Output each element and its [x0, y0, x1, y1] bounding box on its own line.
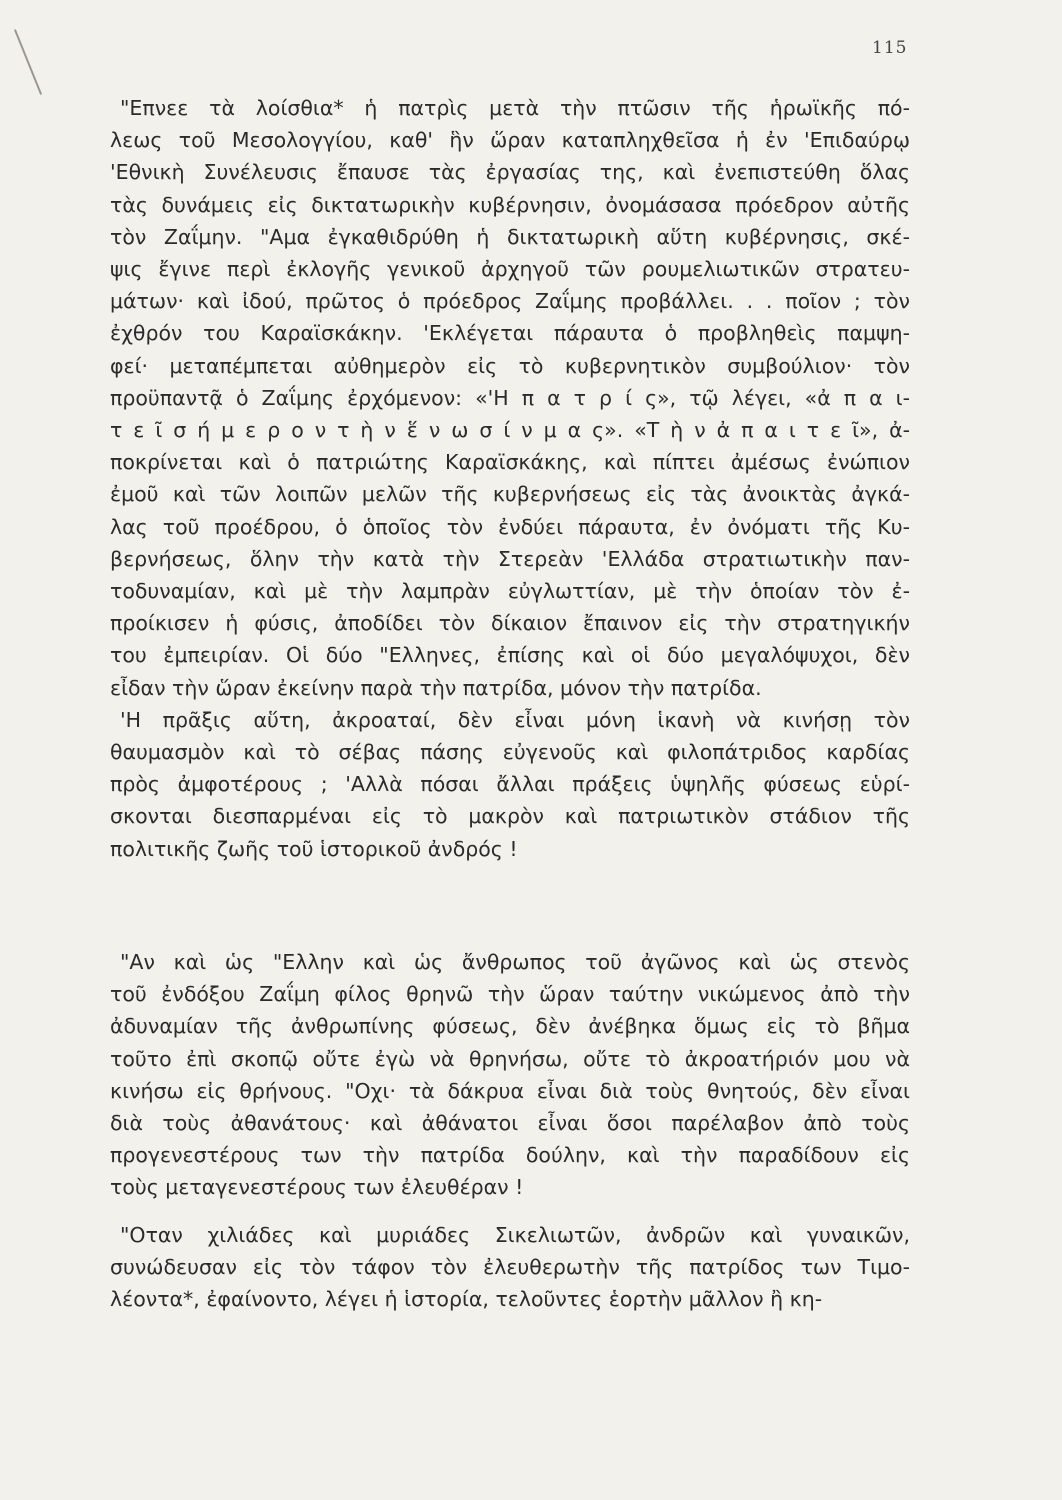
text-line: προϋπαντᾷ ὁ Ζαΐμης ἐρχόμενον: «'Η π α τ ρ ί ς», τῷ λέγει, «ἀ π α ι-	[110, 385, 910, 410]
text-line: τοῦ ἐνδόξου Ζαΐμη φίλος θρηνῶ τὴν ὥραν ταύτην νικώμενος ἀπὸ τὴν	[110, 982, 910, 1007]
text-line: μάτων· καὶ ἰδού, πρῶτος ὁ πρόεδρος Ζαΐμης προβάλλει. . . ποῖον ; τὸν	[110, 289, 910, 314]
page-number: 115	[872, 38, 908, 58]
text-line: ποκρίνεται καὶ ὁ πατριώτης Καραϊσκάκης, καὶ πίπτει ἀμέσως ἐνώπιον	[110, 450, 910, 475]
text-line: τὸν Ζαΐμην. "Αμα ἐγκαθιδρύθη ἡ δικτατωρικὴ αὕτη κυβέρνησις, σκέ-	[110, 224, 910, 249]
text-line: εἶδαν τὴν ὥραν ἐκείνην παρὰ τὴν πατρίδα, μόνον τὴν πατρίδα.	[110, 675, 762, 700]
text-line: λας τοῦ προέδρου, ὁ ὁποῖος τὸν ἐνδύει πάραυτα, ἐν ὀνόματι τῆς Κυ-	[110, 514, 910, 539]
paragraph-2	[110, 946, 910, 1204]
text-line: τοὺς μεταγενεστέρους των ἐλευθέραν !	[110, 1175, 524, 1200]
text-line: βερνήσεως, ὅλην τὴν κατὰ τὴν Στερεὰν 'Ελλάδα στρατιωτικὴν παν-	[110, 546, 910, 571]
text-line: 'Εθνικὴ Συνέλευσις ἔπαυσε τὰς ἐργασίας της, καὶ ἐνεπιστεύθη ὅλας	[110, 160, 910, 185]
text-line: προίκισεν ἡ φύσις, ἀποδίδει τὸν δίκαιον ἔπαινον εἰς τὴν στρατηγικήν	[110, 611, 910, 636]
text-line: λέοντα*, ἐφαίνοντο, λέγει ἡ ἱστορία, τελοῦντες ἑορτὴν μᾶλλον ἢ κη-	[110, 1287, 823, 1312]
text-line: θαυμασμὸν καὶ τὸ σέβας πάσης εὐγενοῦς καὶ φιλοπάτριδος καρδίας	[110, 740, 910, 765]
text-line: τοῦτο ἐπὶ σκοπῷ οὔτε ἐγὼ νὰ θρηνήσω, οὔτε τὸ ἀκροατήριόν μου νὰ	[110, 1046, 910, 1071]
text-line: σκονται διεσπαρμέναι εἰς τὸ μακρὸν καὶ πατριωτικὸν στάδιον τῆς	[110, 804, 910, 829]
text-line: κινήσω εἰς θρήνους. "Οχι· τὰ δάκρυα εἶναι διὰ τοὺς θνητούς, δὲν εἶναι	[110, 1078, 910, 1103]
text-line: τοδυναμίαν, καὶ μὲ τὴν λαμπρὰν εὐγλωττίαν, μὲ τὴν ὁποίαν τὸν ἐ-	[110, 579, 910, 604]
text-line: προγενεστέρους των τὴν πατρίδα δούλην, καὶ τὴν παραδίδουν εἰς	[110, 1143, 910, 1168]
text-line: ψις ἔγινε περὶ ἐκλογῆς γενικοῦ ἀρχηγοῦ τῶν ρουμελιωτικῶν στρατευ-	[110, 257, 910, 282]
text-line: "Οταν χιλιάδες καὶ μυριάδες Σικελιωτῶν, ἀνδρῶν καὶ γυναικῶν,	[120, 1223, 910, 1247]
text-line: συνώδευσαν εἰς τὸν τάφον τὸν ἐλευθερωτὴν τῆς πατρίδος των Τιμο-	[110, 1255, 910, 1280]
text-line: πολιτικῆς ζωῆς τοῦ ἱστορικοῦ ἀνδρός !	[110, 836, 518, 861]
text-line: ἐχθρόν του Καραϊσκάκην. 'Εκλέγεται πάραυτα ὁ προβληθεὶς παμψη-	[110, 321, 910, 346]
text-line: "Αν καὶ ὡς "Ελλην καὶ ὡς ἄνθρωπος τοῦ ἀγῶνος καὶ ὡς στενὸς	[120, 950, 910, 974]
text-line: "Επνεε τὰ λοίσθια* ἡ πατρὶς μετὰ τὴν πτῶσιν τῆς ἡρωϊκῆς πό-	[120, 96, 910, 120]
text-line: 'Η πρᾶξις αὕτη, ἀκροαταί, δὲν εἶναι μόνη ἱκανὴ νὰ κινήσῃ τὸν	[120, 707, 910, 732]
text-line: τ ε ῖ σ ή μ ε ρ ο ν τ ὴ ν ἕ ν ω σ ί ν μ α ς». «Τ ὴ ν ἀ π α ι τ ε ῖ», ἀ-	[110, 418, 910, 443]
text-line: πρὸς ἀμφοτέρους ; 'Αλλὰ πόσαι ἄλλαι πράξεις ὑψηλῆς φύσεως εὑρί-	[110, 772, 910, 797]
paragraph-3	[110, 1219, 910, 1316]
paragraph-1	[110, 92, 910, 865]
text-line: του ἐμπειρίαν. Οἱ δύο "Ελληνες, ἐπίσης καὶ οἱ δύο μεγαλόψυχοι, δὲν	[110, 643, 910, 668]
text-line: ἐμοῦ καὶ τῶν λοιπῶν μελῶν τῆς κυβερνήσεως εἰς τὰς ἀνοικτὰς ἀγκά-	[110, 482, 910, 507]
text-line: φεί· μεταπέμπεται αὐθημερὸν εἰς τὸ κυβερνητικὸν συμβούλιον· τὸν	[110, 353, 910, 378]
page-edge-line	[14, 29, 42, 95]
text-line: διὰ τοὺς ἀθανάτους· καὶ ἀθάνατοι εἶναι ὅσοι παρέλαβον ἀπὸ τοὺς	[110, 1111, 910, 1136]
text-line: τὰς δυνάμεις εἰς δικτατωρικὴν κυβέρνησιν, ὀνομάσασα πρόεδρον αὐτῆς	[110, 192, 910, 217]
text-line: λεως τοῦ Μεσολογγίου, καθ' ἣν ὥραν καταπληχθεῖσα ἡ ἐν 'Επιδαύρῳ	[110, 128, 910, 153]
text-line: ἀδυναμίαν τῆς ἀνθρωπίνης φύσεως, δὲν ἀνέβηκα ὅμως εἰς τὸ βῆμα	[110, 1014, 910, 1039]
